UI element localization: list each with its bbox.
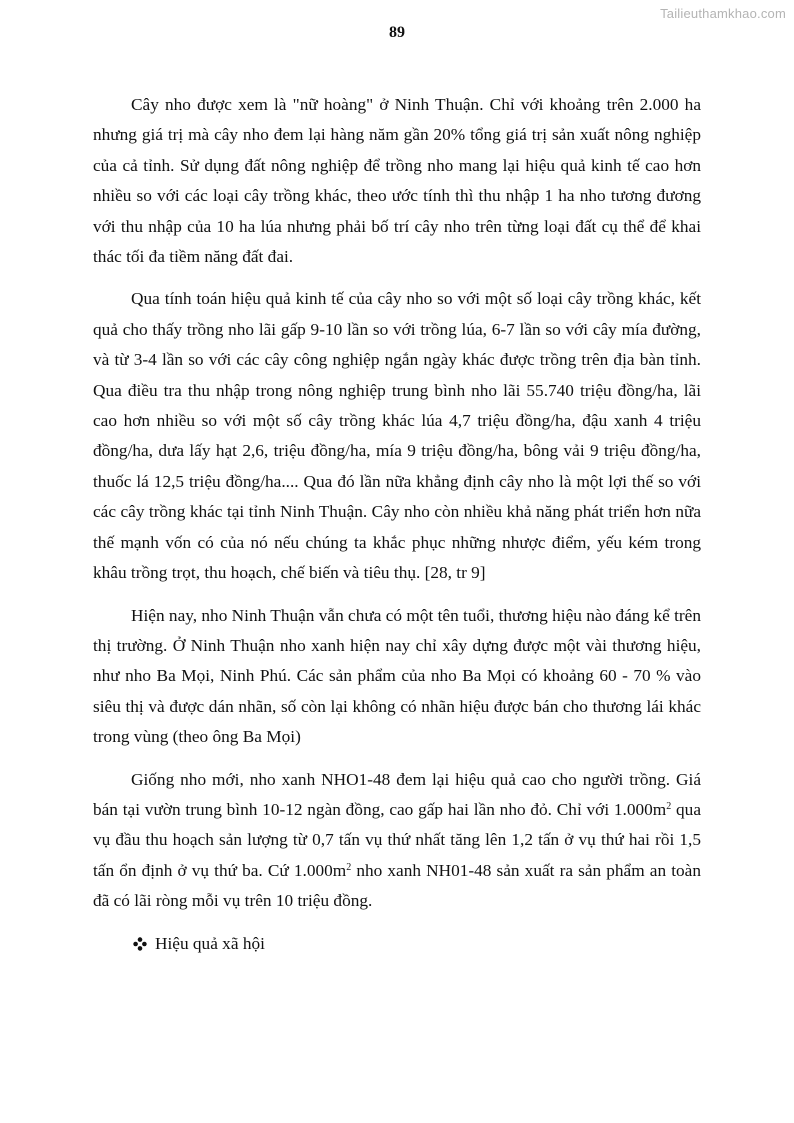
paragraph-2: Qua tính toán hiệu quả kinh tế của cây nho so với một số loại cây trồng khác, kết quả cho thấy trồng nho lãi gấp 9-10 lần so với trồng lúa, 6-7 lần so với cây mía đường, và từ 3-4 lần so với các cây công nghiệp ngắn ngày khác được trồng trên địa bàn tỉnh. Qua điều tra thu nhập trong nông nghiệp trung bình nho lãi 55.740 triệu đồng/ha, lãi cao hơn nhiều so với một số cây trồng khác lúa 4,7 triệu đồng/ha, đậu xanh 4 triệu đồng/ha, dưa lấy hạt 2,6, triệu đồng/ha, mía 9 triệu đồng/ha, bông vải 9 triệu đồng/ha, thuốc lá 12,5 triệu đồng/ha.... Qua đó lần nữa khẳng định cây nho là một lợi thế so với các cây trồng khác tại tỉnh Ninh Thuận. Cây nho còn nhiều khả năng phát triển hơn nữa thế mạnh vốn có của nó nếu chúng ta khắc phục những nhược điểm, yếu kém trong khâu trồng trọt, thu hoạch, chế biến và tiêu thụ. [28, tr 9]	[93, 289, 701, 583]
paragraph-4-part-2: qua vụ đầu thu hoạch sản lượng từ 0,7 tấn vụ thứ nhất tăng lên 1,2 tấn ở vụ thứ hai rồi 1,5 tấn ổn định ở vụ thứ ba. Cứ 1.000m	[93, 799, 701, 880]
paragraph-4-part-1: Giống nho mới, nho xanh NHO1-48 đem lại hiệu quả cao cho người trồng. Giá bán tại vườn trung bình 10-12 ngàn đồng, cao gấp hai lần nho đỏ. Chỉ với 1.000m	[93, 769, 701, 819]
section-heading-text: Hiệu quả xã hội	[155, 933, 265, 953]
paragraph-4	[93, 765, 701, 917]
superscript-2: 2	[346, 861, 352, 873]
paragraph-3: Hiện nay, nho Ninh Thuận vẫn chưa có một tên tuổi, thương hiệu nào đáng kể trên thị trường. Ở Ninh Thuận nho xanh hiện nay chỉ xây dựng được một vài thương hiệu, như nho Ba Mọi, Ninh Phú. Các sản phẩm của nho Ba Mọi có khoảng 60 - 70 % vào siêu thị và được dán nhãn, số còn lại không có nhãn hiệu được bán cho thương lái khác trong vùng (theo ông Ba Mọi)	[93, 605, 701, 747]
section-heading	[133, 929, 701, 959]
watermark: Tailieuthamkhao.com	[660, 6, 786, 21]
paragraph-4-part-3: nho xanh NH01-48 sản xuất ra sản phẩm an toàn đã có lãi ròng mỗi vụ trên 10 triệu đồng.	[93, 860, 701, 911]
paragraph-1: Cây nho được xem là "nữ hoàng" ở Ninh Thuận. Chỉ với khoảng trên 2.000 ha nhưng giá trị mà cây nho đem lại hàng năm gần 20% tổng giá trị sản xuất nông nghiệp của cả tỉnh. Sử dụng đất nông nghiệp để trồng nho mang lại hiệu quả kinh tế cao hơn nhiều so với các loại cây trồng khác, theo ước tính thì thu nhập 1 ha nho tương đương với thu nhập của 10 ha lúa nhưng phải bố trí cây nho trên từng loại đất cụ thể để khai thác tối đa tiềm năng đất đai.	[93, 95, 701, 267]
diamond-bullet-icon	[133, 937, 147, 951]
document-body	[93, 90, 701, 959]
superscript-2: 2	[666, 800, 672, 812]
page-number: 89	[389, 24, 405, 41]
